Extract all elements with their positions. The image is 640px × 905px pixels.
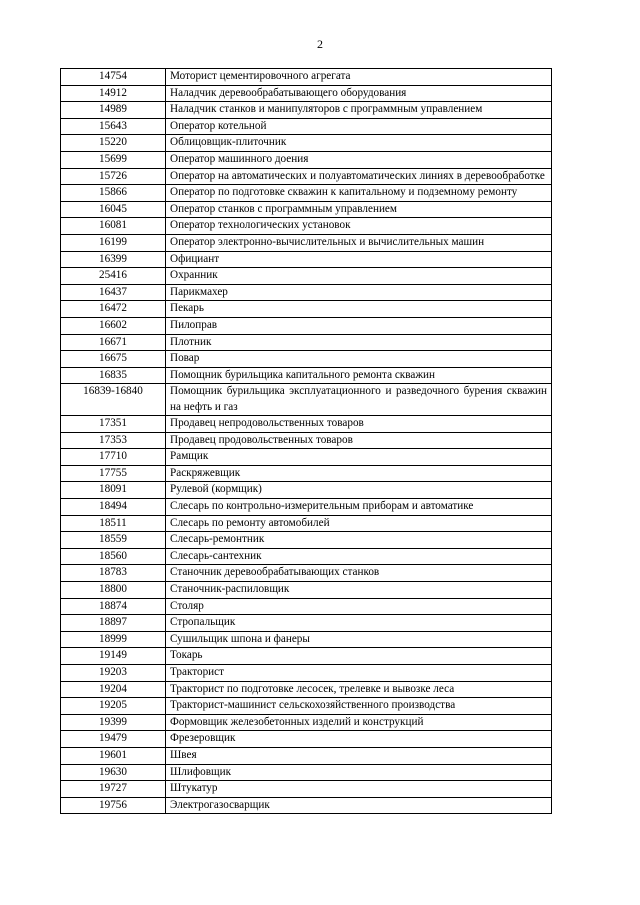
table-row [61,268,552,285]
profession-code-cell: 15220 [61,135,166,152]
profession-code-cell: 16671 [61,334,166,351]
profession-code-cell: 14754 [61,69,166,86]
profession-code-cell: 18999 [61,631,166,648]
profession-name-cell: Повар [166,351,552,368]
table-row [61,151,552,168]
profession-name-cell: Официант [166,251,552,268]
profession-code-cell: 18511 [61,515,166,532]
table-row [61,698,552,715]
profession-code-cell: 16437 [61,284,166,301]
profession-name-cell: Оператор котельной [166,118,552,135]
profession-name-cell: Пилоправ [166,317,552,334]
profession-name-cell: Парикмахер [166,284,552,301]
profession-name-cell: Формовщик железобетонных изделий и конструкций [166,714,552,731]
profession-code-cell: 19727 [61,781,166,798]
profession-code-cell: 17710 [61,449,166,466]
table-row [61,582,552,599]
profession-name-cell: Слесарь по контрольно-измерительным приборам и автоматике [166,499,552,516]
profession-code-cell: 16839-16840 [61,384,166,416]
table-row [61,85,552,102]
profession-code-cell: 17351 [61,416,166,433]
profession-code-cell: 16199 [61,234,166,251]
table-row [61,102,552,119]
profession-code-cell: 19203 [61,665,166,682]
profession-name-cell: Слесарь-ремонтник [166,532,552,549]
profession-name-cell: Продавец непродовольственных товаров [166,416,552,433]
profession-code-cell: 15726 [61,168,166,185]
table-row [61,747,552,764]
profession-name-cell: Облицовщик-плиточник [166,135,552,152]
profession-name-cell: Сушильщик шпона и фанеры [166,631,552,648]
profession-name-cell: Рамщик [166,449,552,466]
profession-code-cell: 18091 [61,482,166,499]
table-row [61,69,552,86]
table-row [61,334,552,351]
profession-name-cell: Стропальщик [166,615,552,632]
table-row [61,384,552,416]
profession-name-cell: Шлифовщик [166,764,552,781]
profession-name-cell: Оператор на автоматических и полуавтоматических линиях в деревообработке [166,168,552,185]
profession-code-cell: 16399 [61,251,166,268]
profession-code-cell: 19399 [61,714,166,731]
profession-name-cell: Оператор машинного доения [166,151,552,168]
table-row [61,598,552,615]
profession-name-cell: Тракторист-машинист сельскохозяйственного производства [166,698,552,715]
table-row [61,681,552,698]
profession-code-cell: 25416 [61,268,166,285]
table-row [61,714,552,731]
table-row [61,367,552,384]
table-row [61,168,552,185]
profession-name-cell: Раскряжевщик [166,465,552,482]
profession-name-cell: Тракторист по подготовке лесосек, трелевке и вывозке леса [166,681,552,698]
profession-code-cell: 14912 [61,85,166,102]
table-row [61,317,552,334]
table-row [61,449,552,466]
profession-name-cell: Оператор станков с программным управлением [166,201,552,218]
profession-name-cell: Токарь [166,648,552,665]
table-row [61,665,552,682]
table-row [61,185,552,202]
table-body [61,69,552,814]
profession-code-cell: 16472 [61,301,166,318]
profession-name-cell: Швея [166,747,552,764]
table-row [61,482,552,499]
profession-name-cell: Помощник бурильщика эксплуатационного и разведочного бурения скважин на нефть и газ [166,384,552,416]
profession-code-cell: 16675 [61,351,166,368]
table-row [61,781,552,798]
table-row [61,532,552,549]
profession-code-cell: 15643 [61,118,166,135]
table-row [61,615,552,632]
profession-name-cell: Слесарь-сантехник [166,548,552,565]
profession-code-cell: 19601 [61,747,166,764]
profession-code-cell: 14989 [61,102,166,119]
profession-name-cell: Слесарь по ремонту автомобилей [166,515,552,532]
profession-name-cell: Оператор по подготовке скважин к капитальному и подземному ремонту [166,185,552,202]
profession-code-cell: 15866 [61,185,166,202]
table-row [61,548,552,565]
profession-code-cell: 18783 [61,565,166,582]
profession-code-cell: 18800 [61,582,166,599]
profession-name-cell: Наладчик станков и манипуляторов с программным управлением [166,102,552,119]
profession-code-cell: 19149 [61,648,166,665]
table-row [61,515,552,532]
profession-code-cell: 16835 [61,367,166,384]
profession-code-cell: 19630 [61,764,166,781]
profession-code-cell: 18897 [61,615,166,632]
profession-code-cell: 17353 [61,432,166,449]
profession-name-cell: Плотник [166,334,552,351]
profession-name-cell: Оператор технологических установок [166,218,552,235]
profession-name-cell: Охранник [166,268,552,285]
table-row [61,565,552,582]
table-row [61,631,552,648]
profession-name-cell: Станочник деревообрабатывающих станков [166,565,552,582]
profession-code-cell: 19756 [61,797,166,814]
table-row [61,351,552,368]
table-row [61,499,552,516]
profession-code-cell: 18874 [61,598,166,615]
profession-codes-table [60,68,552,814]
table-row [61,218,552,235]
profession-name-cell: Наладчик деревообрабатывающего оборудования [166,85,552,102]
profession-name-cell: Пекарь [166,301,552,318]
profession-name-cell: Электрогазосварщик [166,797,552,814]
table-row [61,648,552,665]
profession-name-cell: Штукатур [166,781,552,798]
table-row [61,731,552,748]
table-row [61,251,552,268]
profession-code-cell: 19204 [61,681,166,698]
table-row [61,234,552,251]
profession-name-cell: Тракторист [166,665,552,682]
profession-name-cell: Оператор электронно-вычислительных и вычислительных машин [166,234,552,251]
profession-name-cell: Моторист цементировочного агрегата [166,69,552,86]
table-row [61,432,552,449]
profession-code-cell: 19479 [61,731,166,748]
profession-code-cell: 17755 [61,465,166,482]
table-row [61,201,552,218]
profession-code-cell: 19205 [61,698,166,715]
table-row [61,416,552,433]
profession-name-cell: Продавец продовольственных товаров [166,432,552,449]
profession-name-cell: Рулевой (кормщик) [166,482,552,499]
table-row [61,301,552,318]
table-row [61,465,552,482]
profession-name-cell: Фрезеровщик [166,731,552,748]
profession-code-cell: 18560 [61,548,166,565]
profession-code-cell: 16602 [61,317,166,334]
table-row [61,764,552,781]
profession-code-cell: 18559 [61,532,166,549]
table-row [61,797,552,814]
table-row [61,284,552,301]
profession-name-cell: Помощник бурильщика капитального ремонта скважин [166,367,552,384]
profession-code-cell: 18494 [61,499,166,516]
profession-name-cell: Станочник-распиловщик [166,582,552,599]
profession-name-cell: Столяр [166,598,552,615]
table-row [61,118,552,135]
table-row [61,135,552,152]
profession-code-cell: 16045 [61,201,166,218]
profession-code-cell: 16081 [61,218,166,235]
page-number: 2 [317,37,323,51]
profession-code-cell: 15699 [61,151,166,168]
